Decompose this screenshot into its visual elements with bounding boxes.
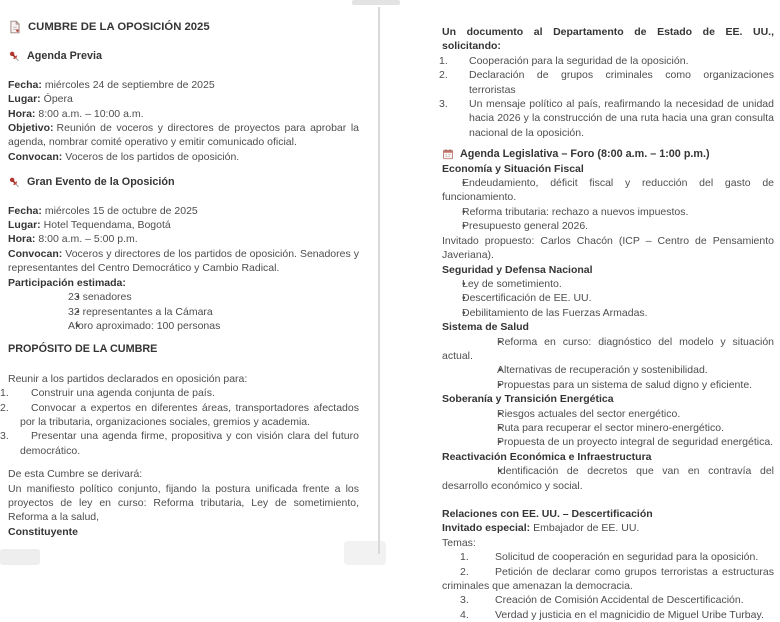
list-item: Presentar una agenda firme, propositiva y con visión clara del futuro democrático. xyxy=(20,430,359,457)
field-participacion xyxy=(8,276,359,290)
list-item: • Aforo aproximado: 100 personas xyxy=(8,319,359,333)
topic-heading: Sistema de Salud xyxy=(442,321,529,334)
list-item: • Ruta para recuperar el sector minero-energético. xyxy=(442,421,774,435)
list-item: • 32 representantes a la Cámara xyxy=(8,305,359,319)
pushpin-icon xyxy=(8,176,21,189)
field-label: Lugar: xyxy=(8,93,41,106)
proposito-intro: Reunir a los partidos declarados en oposición para: xyxy=(8,372,248,385)
field-value: Voceros y directores de los partidos de oposición. Senadores y representantes del Centro Democrático y Cambio Radical. xyxy=(8,247,359,275)
list-item: • Ley de sometimiento. xyxy=(442,277,774,291)
participacion-list xyxy=(8,290,359,333)
calendar-icon xyxy=(442,148,454,160)
topic-bullets xyxy=(442,464,774,493)
list-item: • Propuesta de un proyecto integral de seguridad energética. xyxy=(442,435,774,449)
topic-heading: Seguridad y Defensa Nacional xyxy=(442,263,593,276)
page-divider xyxy=(378,7,380,554)
document-page-icon xyxy=(8,20,22,34)
document-title-row xyxy=(8,20,359,34)
list-item: Un mensaje político al país, reafirmando la necesidad de unidad hacia 2026 y la construcción de una ruta hacia una gran consulta nacional de la oposición. xyxy=(469,98,774,139)
derivado-highlight: Constituyente xyxy=(8,525,79,538)
field-value: Reunión de voceros y directores de proyectos para aprobar la agenda, nombrar comité operativo y emitir comunicado oficial. xyxy=(8,122,359,149)
field-label: Fecha: xyxy=(8,204,42,217)
list-item: Solicitud de cooperación en seguridad para la oposición. xyxy=(495,551,759,564)
list-item: Declaración de grupos criminales como organizaciones terroristas xyxy=(469,69,774,96)
list-item: • Identificación de decretos que van en contravía del desarrollo económico y social. xyxy=(442,464,774,493)
topic-bullets xyxy=(442,335,774,393)
list-item: • Descertificación de EE. UU. xyxy=(442,291,774,305)
field-label: Invitado especial: xyxy=(442,522,531,535)
topic-heading: Soberanía y Transición Energética xyxy=(442,393,614,406)
field-label: Objetivo: xyxy=(8,122,54,135)
topic-bullets xyxy=(442,407,774,450)
field-invitado-especial xyxy=(442,521,774,535)
list-item: • Propuestas para un sistema de salud digno y eficiente. xyxy=(442,378,774,392)
list-item: Petición de declarar como grupos terroristas a estructuras criminales que amenazan la democracia. xyxy=(442,565,774,593)
section-heading-agenda-previa xyxy=(8,49,359,63)
list-item: • Presupuesto general 2026. xyxy=(442,219,774,233)
document-title: CUMBRE DE LA OPOSICIÓN 2025 xyxy=(28,21,210,33)
relaciones-heading: Relaciones con EE. UU. – Descertificación xyxy=(442,508,653,520)
section-heading-label: Agenda Previa xyxy=(27,50,103,63)
field-label: Convocan: xyxy=(8,150,63,163)
list-item: • Debilitamiento de las Fuerzas Armadas. xyxy=(442,306,774,320)
list-item: • Riesgos actuales del sector energético. xyxy=(442,407,774,421)
agenda-legislativa-heading: Agenda Legislativa – Foro (8:00 a.m. – 1:00 p.m.) xyxy=(460,148,710,161)
field-hora xyxy=(8,107,359,121)
gran-evento-fields xyxy=(8,204,359,334)
list-item: • Alternativas de recuperación y sostenibilidad. xyxy=(442,363,774,377)
proposito-heading: PROPÓSITO DE LA CUMBRE xyxy=(8,343,158,356)
field-label: Convocan: xyxy=(8,247,63,260)
field-hora xyxy=(8,232,359,246)
topic-bullets xyxy=(442,176,774,234)
field-lugar xyxy=(8,218,359,232)
field-fecha xyxy=(8,78,359,92)
derivado-intro: De esta Cumbre se derivará: xyxy=(8,468,143,481)
field-value: miércoles 15 de octubre de 2025 xyxy=(44,204,198,217)
topic-heading: Reactivación Económica e Infraestructura xyxy=(442,450,652,463)
field-label: Hora: xyxy=(8,107,36,120)
field-fecha xyxy=(8,204,359,218)
agenda-previa-fields xyxy=(8,78,359,164)
section-heading-label: Gran Evento de la Oposición xyxy=(27,176,175,189)
proposito-list xyxy=(8,386,359,458)
topic-note: Invitado propuesto: Carlos Chacón (ICP – Centro de Pensamiento Javeriana). xyxy=(442,234,774,262)
temas-label: Temas: xyxy=(442,536,476,549)
documento-heading: Un documento al Departamento de Estado de EE. UU., solicitando: xyxy=(442,26,774,53)
photo-artifact xyxy=(0,549,40,565)
list-item: Convocar a expertos en diferentes áreas, transportadores afectados por la tributaria, organizaciones sociales, gremios y academia. xyxy=(20,401,359,428)
field-value: Voceros de los partidos de oposición. xyxy=(65,150,240,163)
field-objetivo xyxy=(8,121,359,150)
page-left xyxy=(0,0,372,539)
field-convocan xyxy=(8,247,359,276)
field-value: Embajador de EE. UU. xyxy=(533,522,640,535)
list-item: • Endeudamiento, déficit fiscal y reducción del gasto de funcionamiento. xyxy=(442,176,774,205)
agenda-legislativa-heading-row xyxy=(442,147,774,161)
section-heading-gran-evento xyxy=(8,175,359,189)
list-item: • Reforma en curso: diagnóstico del modelo y situación actual. xyxy=(442,335,774,364)
list-item: • Reforma tributaria: rechazo a nuevos impuestos. xyxy=(442,205,774,219)
list-item: Construir una agenda conjunta de país. xyxy=(31,387,215,400)
temas-list xyxy=(442,550,774,622)
pushpin-icon xyxy=(8,50,21,63)
field-value: Hotel Tequendama, Bogotá xyxy=(43,219,171,232)
field-value: 8:00 a.m. – 5:00 p.m. xyxy=(38,233,138,246)
list-item: • 23 senadores xyxy=(8,290,359,304)
field-label: Fecha: xyxy=(8,78,42,91)
topic-heading: Economía y Situación Fiscal xyxy=(442,162,584,175)
list-item: Verdad y justicia en el magnicidio de Miguel Uribe Turbay. xyxy=(495,608,764,621)
field-value: miércoles 24 de septiembre de 2025 xyxy=(44,78,215,91)
list-item: Cooperación para la seguridad de la oposición. xyxy=(469,54,689,67)
list-item: Creación de Comisión Accidental de Descertificación. xyxy=(495,594,744,607)
field-label: Hora: xyxy=(8,233,36,246)
field-value: Ópera xyxy=(43,93,73,106)
field-convocan xyxy=(8,150,359,164)
field-lugar xyxy=(8,92,359,106)
page-right xyxy=(384,0,780,622)
field-label: Lugar: xyxy=(8,219,41,232)
field-label: Participación estimada: xyxy=(8,276,126,289)
derivado-text: Un manifiesto político conjunto, fijando la postura unificada frente a los proyectos de ley en curso: Reforma tributaria, Ley de sometimiento, Reforma a la salud, xyxy=(8,482,359,524)
topic-bullets xyxy=(442,277,774,320)
documento-list xyxy=(442,54,774,140)
field-value: 8:00 a.m. – 10:00 a.m. xyxy=(38,107,144,120)
